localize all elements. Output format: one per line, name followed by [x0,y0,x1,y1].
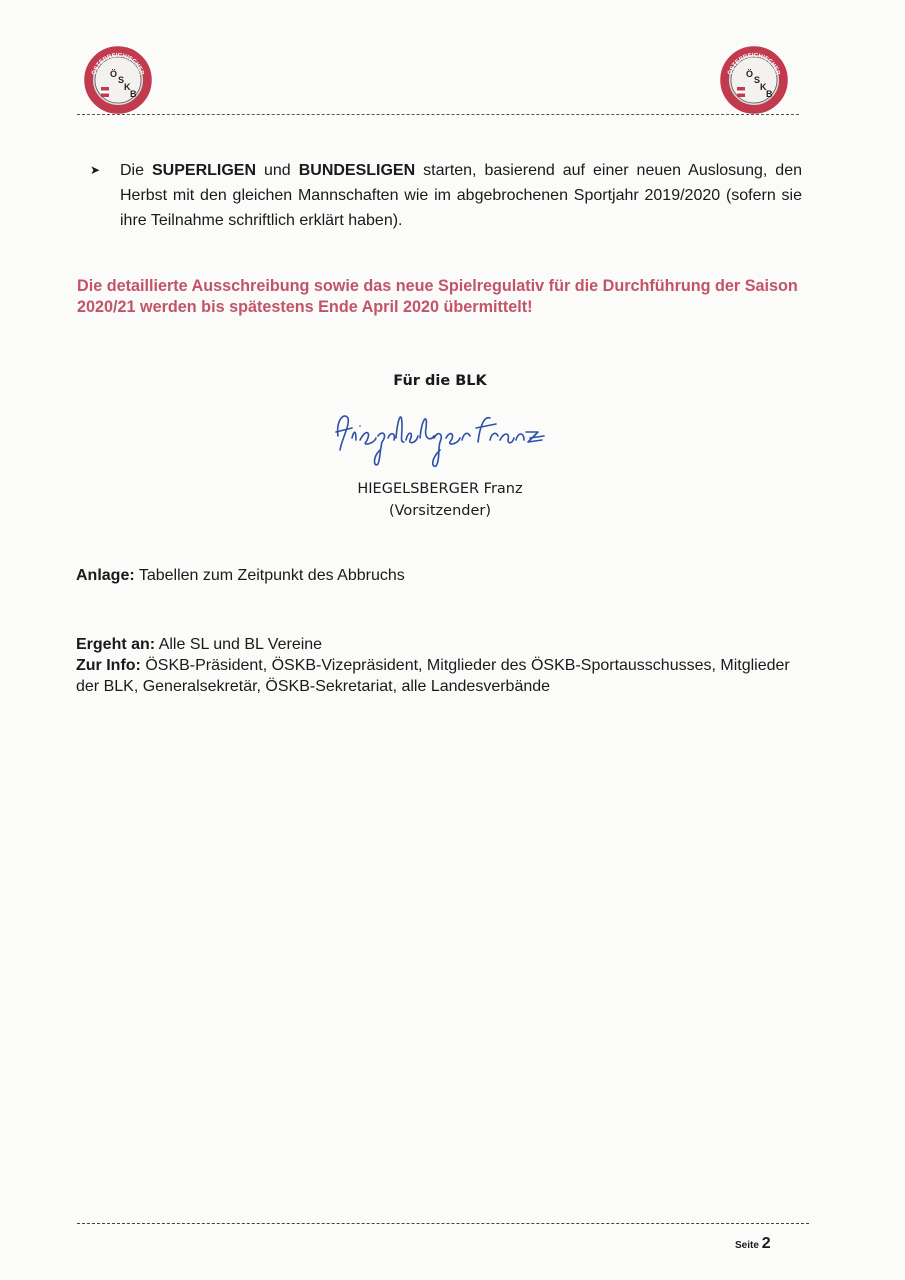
svg-text:S: S [118,75,125,85]
svg-text:K: K [760,82,767,92]
attachment-text: Tabellen zum Zeitpunkt des Abbruchs [134,567,405,584]
svg-text:B: B [766,89,773,99]
announcement-notice: Die detaillierte Ausschreibung sowie das neue Spielregulativ für die Durchführung der Saison 2020/21 werden bis spätestens Ende April 2020 übermittelt! [77,277,798,316]
page-number [735,1235,771,1253]
footer-divider [77,1223,809,1224]
svg-text:B: B [130,89,137,99]
attachment-label: Anlage: [76,567,135,584]
svg-text:Ö: Ö [746,69,754,79]
svg-text:K: K [124,82,131,92]
attachment-line [76,565,816,586]
info-label: Zur Info: [76,657,141,674]
page-label: Seite [735,1240,762,1251]
bullet-text: Die SUPERLIGEN und BUNDESLIGEN starten, basierend auf einer neuen Auslosung, den Herbst mit den gleichen Mannschaften wie im abgebrochenen Sportjahr 2019/2020 (sofern sie ihre Teilnahme schriftlich erklärt haben). [120,162,803,229]
oeskb-logo-right [719,45,789,115]
signatory-role: (Vorsitzender) [388,503,492,519]
signatory-name: HIEGELSBERGER Franz [357,481,523,497]
superligen-term: SUPERLIGEN [152,162,257,179]
signatory-block [280,478,600,522]
info-text: ÖSKB-Präsident, ÖSKB-Vizepräsident, Mitglieder des ÖSKB-Sportausschusses, Mitglieder der BLK, Generalsekretär, ÖSKB-Sekretariat, alle Landesverbände [76,657,790,695]
svg-text:Ö: Ö [110,69,118,79]
handwritten-signature [330,398,550,470]
signature-heading: Für die BLK [393,373,487,389]
info-line [76,655,816,697]
svg-text:S: S [754,75,761,85]
ergeht-line [76,634,816,655]
oeskb-logo-left [83,45,153,115]
bundesligen-term: BUNDESLIGEN [298,162,416,179]
header-divider [77,114,799,115]
superligen-bullet [90,158,802,233]
svg-text:ÖSTERREICHISCHER: ÖSTERREICHISCHER [727,52,781,76]
ergeht-text: Alle SL und BL Vereine [155,636,323,653]
ergeht-label: Ergeht an: [76,636,156,653]
arrow-bullet-icon: ➤ [90,163,101,177]
page-number-value: 2 [761,1235,771,1252]
distribution-block [76,634,816,697]
svg-text:ÖSTERREICHISCHER: ÖSTERREICHISCHER [91,52,145,76]
